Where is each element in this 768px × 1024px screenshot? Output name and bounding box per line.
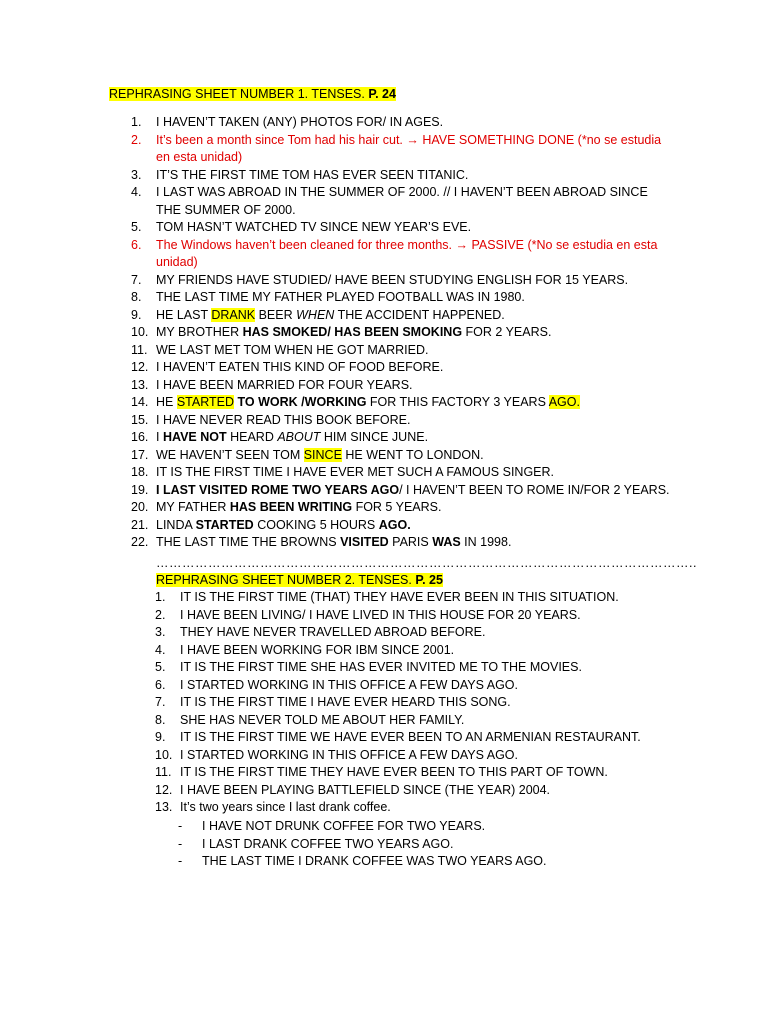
sheet1-page-ref: P. 24 — [368, 87, 396, 101]
sub-list-item: - I LAST DRANK COFFEE TWO YEARS AGO. — [178, 836, 454, 851]
list-item: 14. HE STARTED TO WORK /WORKING FOR THIS FACTORY 3 YEARS AGO. — [131, 395, 580, 409]
list-item: 6. I STARTED WORKING IN THIS OFFICE A FEW DAYS AGO. — [155, 677, 519, 692]
list-item: 12. I HAVEN’T EATEN THIS KIND OF FOOD BEFORE. — [131, 360, 444, 374]
list-item: 18. IT IS THE FIRST TIME I HAVE EVER MET SUCH A FAMOUS SINGER. — [131, 465, 554, 479]
sub-list-item: - THE LAST TIME I DRANK COFFEE WAS TWO YEARS AGO. — [178, 854, 547, 868]
sheet2-page-ref: P. 25 — [415, 573, 443, 587]
list-item: 1. I HAVEN’T TAKEN (ANY) PHOTOS FOR/ IN AGES. — [131, 115, 444, 129]
sheet1-answer-list — [131, 114, 671, 552]
list-item: 21. LINDA STARTED COOKING 5 HOURS AGO. — [131, 517, 411, 532]
list-item: 5. TOM HASN’T WATCHED TV SINCE NEW YEAR’S EVE. — [131, 220, 472, 234]
list-item: 12. I HAVE BEEN PLAYING BATTLEFIELD SINCE (THE YEAR) 2004. — [155, 782, 551, 797]
list-item: 10. I STARTED WORKING IN THIS OFFICE A FEW DAYS AGO. — [155, 747, 519, 762]
list-item: 4. I LAST WAS ABROAD IN THE SUMMER OF 2000. // I HAVEN’T BEEN ABROAD SINCE THE SUMMER OF 2000. — [131, 185, 648, 217]
list-item: 11. WE LAST MET TOM WHEN HE GOT MARRIED. — [131, 342, 429, 357]
list-item: 7. MY FRIENDS HAVE STUDIED/ HAVE BEEN STUDYING ENGLISH FOR 15 YEARS. — [131, 272, 629, 287]
list-item: 7. IT IS THE FIRST TIME I HAVE EVER HEARD THIS SONG. — [155, 695, 511, 709]
list-item-note: 2. It’s been a month since Tom had his hair cut. → HAVE SOMETHING DONE (*no se estudia en esta unidad) — [131, 132, 662, 164]
list-item: 9. HE LAST DRANK BEER WHEN THE ACCIDENT HAPPENED. — [131, 307, 505, 322]
list-item: 19. I LAST VISITED ROME TWO YEARS AGO/ I HAVEN’T BEEN TO ROME IN/FOR 2 YEARS. — [131, 482, 670, 497]
sub-list-item: - I HAVE NOT DRUNK COFFEE FOR TWO YEARS. — [178, 819, 486, 833]
section-separator: …………………………………………………………………………………………………………….. — [156, 556, 697, 570]
list-item: 20. MY FATHER HAS BEEN WRITING FOR 5 YEARS. — [131, 500, 442, 514]
list-item: 11. IT IS THE FIRST TIME THEY HAVE EVER BEEN TO THIS PART OF TOWN. — [155, 765, 608, 779]
sheet2-answer-list — [155, 589, 675, 817]
list-item: 8. SHE HAS NEVER TOLD ME ABOUT HER FAMILY. — [155, 712, 465, 727]
list-item: 9. IT IS THE FIRST TIME WE HAVE EVER BEEN TO AN ARMENIAN RESTAURANT. — [155, 730, 641, 744]
list-item: 15. I HAVE NEVER READ THIS BOOK BEFORE. — [131, 412, 411, 427]
sheet1-title-text: REPHRASING SHEET NUMBER 1. TENSES. — [109, 87, 365, 101]
sheet2-title — [156, 572, 443, 588]
list-item: 5. IT IS THE FIRST TIME SHE HAS EVER INVITED ME TO THE MOVIES. — [155, 660, 582, 674]
list-item: 3. THEY HAVE NEVER TRAVELLED ABROAD BEFORE. — [155, 625, 486, 639]
list-item: 22. THE LAST TIME THE BROWNS VISITED PARIS WAS IN 1998. — [131, 535, 512, 549]
list-item: 1. IT IS THE FIRST TIME (THAT) THEY HAVE EVER BEEN IN THIS SITUATION. — [155, 590, 619, 604]
list-item: 8. THE LAST TIME MY FATHER PLAYED FOOTBALL WAS IN 1980. — [131, 290, 525, 304]
list-item: 13. I HAVE BEEN MARRIED FOR FOUR YEARS. — [131, 377, 413, 392]
sheet1-title — [109, 86, 396, 102]
list-item: 10. MY BROTHER HAS SMOKED/ HAS BEEN SMOKING FOR 2 YEARS. — [131, 325, 552, 339]
list-item: 3. IT’S THE FIRST TIME TOM HAS EVER SEEN TITANIC. — [131, 167, 469, 182]
list-item: 16. I HAVE NOT HEARD ABOUT HIM SINCE JUNE. — [131, 430, 429, 444]
sheet2-sub-list — [178, 818, 547, 871]
list-item-note: 6. The Windows haven’t been cleaned for three months. → PASSIVE (*No se estudia en esta unidad) — [131, 237, 658, 269]
list-item: 4. I HAVE BEEN WORKING FOR IBM SINCE 2001. — [155, 642, 455, 657]
sheet2-title-text: REPHRASING SHEET NUMBER 2. TENSES. — [156, 573, 412, 587]
list-item: 13. It’s two years since I last drank coffee. — [155, 800, 391, 814]
list-item: 2. I HAVE BEEN LIVING/ I HAVE LIVED IN THIS HOUSE FOR 20 YEARS. — [155, 607, 581, 622]
list-item: 17. WE HAVEN’T SEEN TOM SINCE HE WENT TO LONDON. — [131, 447, 484, 462]
